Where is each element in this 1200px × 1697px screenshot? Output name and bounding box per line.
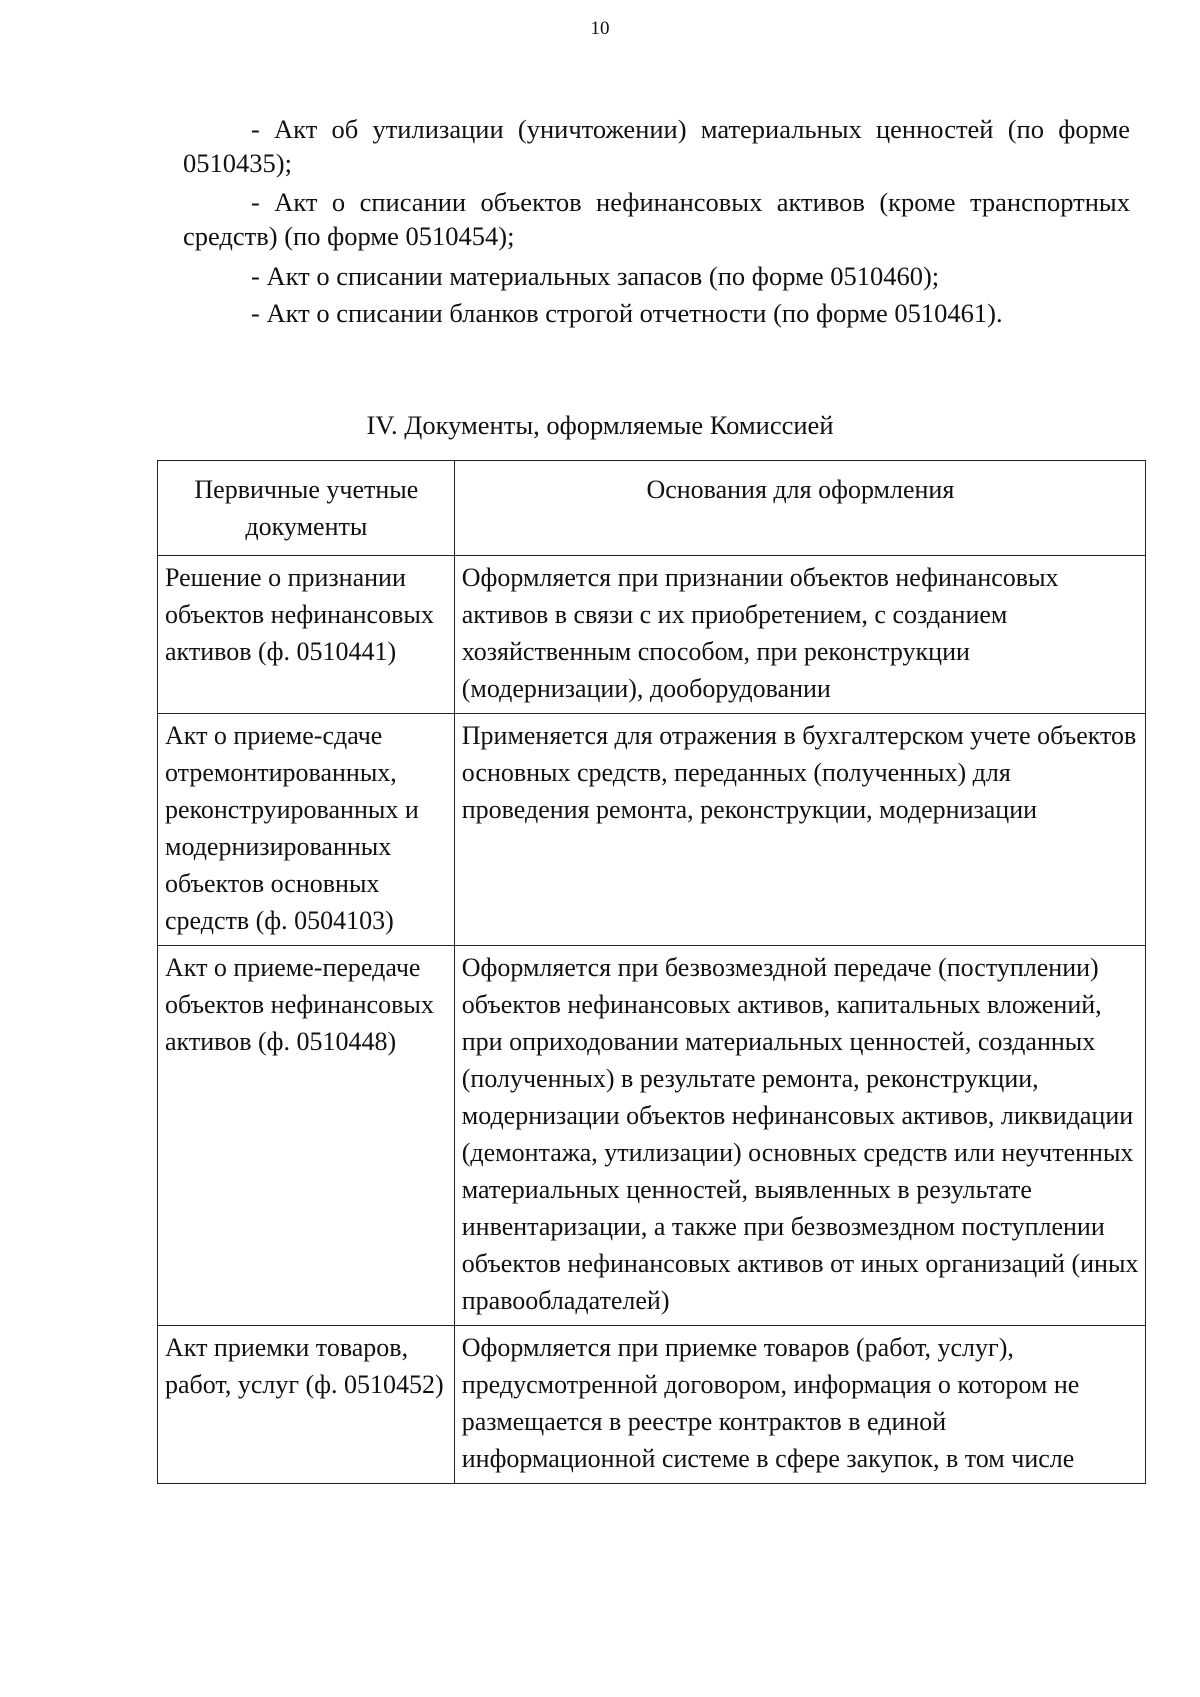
basis-cell: Оформляется при признании объектов нефинансовых активов в связи с их приобретением, с созданием хозяйственным способом, при реконструкции (модернизации), дооборудовании [454, 556, 1145, 714]
list-item: - Акт об утилизации (уничтожении) материальных ценностей (по форме 0510435); [183, 114, 1130, 178]
list-item: - Акт о списании материальных запасов (по форме 0510460); [251, 261, 940, 291]
table-row [158, 556, 1146, 714]
document-cell: Решение о признании объектов нефинансовых активов (ф. 0510441) [158, 556, 455, 714]
list-item: - Акт о списании бланков строгой отчетности (по форме 0510461). [251, 298, 1003, 328]
page-number: 10 [590, 18, 610, 39]
document-cell: Акт о приеме-передаче объектов нефинансовых активов (ф. 0510448) [158, 946, 455, 1326]
documents-table [157, 460, 1146, 1484]
basis-cell: Оформляется при приемке товаров (работ, услуг), предусмотренной договором, информация о котором не размещается в реестре контрактов в единой информационной системе в сфере закупок, в том числе [454, 1326, 1145, 1484]
column-header-documents: Первичные учетные документы [158, 461, 455, 556]
section-title: IV. Документы, оформляемые Комиссией [366, 410, 834, 440]
list-item: - Акт о списании объектов нефинансовых активов (кроме транспортных средств) (по форме 0510454); [183, 187, 1130, 251]
table-row [158, 1326, 1146, 1484]
document-cell: Акт приемки товаров, работ, услуг (ф. 0510452) [158, 1326, 455, 1484]
document-cell: Акт о приеме-сдаче отремонтированных, реконструированных и модернизированных объектов основных средств (ф. 0504103) [158, 714, 455, 946]
column-header-basis: Основания для оформления [454, 461, 1145, 556]
table-row [158, 714, 1146, 946]
basis-cell: Применяется для отражения в бухгалтерском учете объектов основных средств, переданных (полученных) для проведения ремонта, реконструкции, модернизации [454, 714, 1145, 946]
table-row [158, 946, 1146, 1326]
table-header-row [158, 461, 1146, 556]
basis-cell: Оформляется при безвозмездной передаче (поступлении) объектов нефинансовых активов, капитальных вложений, при оприходовании материальных ценностей, созданных (полученных) в результате ремонта, реконструкции, модернизации объектов нефинансовых активов, ликвидации (демонтажа, утилизации) основных средств или неучтенных материальных ценностей, выявленных в результате инвентаризации, а также при безвозмездном поступлении объектов нефинансовых активов от иных организаций (иных правообладателей) [454, 946, 1145, 1326]
